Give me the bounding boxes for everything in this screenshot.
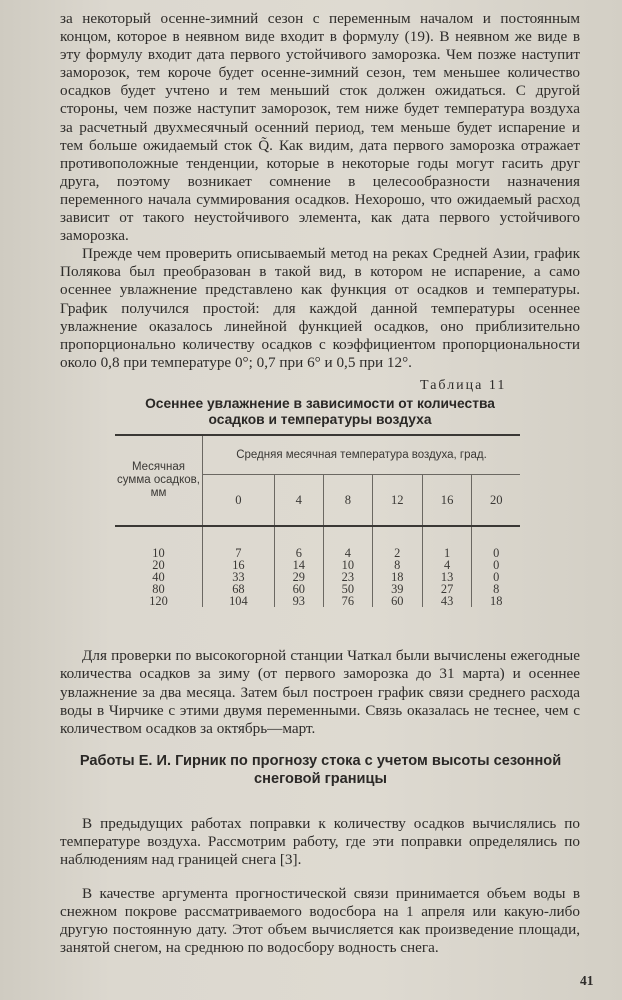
table-row bbox=[115, 571, 520, 583]
value-cell: 6 bbox=[274, 526, 323, 559]
value-cell: 1 bbox=[422, 526, 472, 559]
column-header: 12 bbox=[372, 475, 422, 527]
table-row bbox=[115, 595, 520, 607]
table-label: Таблица 11 bbox=[420, 378, 507, 393]
value-cell: 76 bbox=[323, 595, 372, 607]
value-cell: 8 bbox=[472, 583, 520, 595]
value-cell: 18 bbox=[372, 571, 422, 583]
precip-cell: 10 bbox=[152, 546, 165, 560]
column-header: 0 bbox=[203, 475, 275, 527]
value-cell: 14 bbox=[274, 559, 323, 571]
value-cell: 10 bbox=[323, 559, 372, 571]
column-header: 20 bbox=[472, 475, 520, 527]
precip-cell: 120 bbox=[149, 594, 168, 608]
value-cell: 33 bbox=[203, 571, 275, 583]
text-block-top bbox=[60, 10, 580, 372]
section-heading: Работы Е. И. Гирник по прогнозу стока с учетом высоты сезонной снеговой границы bbox=[79, 753, 562, 787]
table-group-header: Средняя месячная температура воздуха, град. bbox=[203, 435, 521, 475]
value-cell: 39 bbox=[372, 583, 422, 595]
table-row bbox=[115, 583, 520, 595]
value-cell: 16 bbox=[203, 559, 275, 571]
paragraph-previous-works: В предыдущих работах поправки к количеству осадков вычислялись по температуре воздуха. Рассмотрим работу, где эти поправки определялись по наблюдениям над границей снега [3]. bbox=[60, 815, 580, 869]
paragraph-continuation: за некоторый осенне-зимний сезон с переменным началом и постоянным концом, которое в неявном виде входит в формулу (19). В неявном же виде в эту формулу входит дата первого устойчивого заморозка. Чем позже наступит заморозок, тем короче будет осенне-зимний сезон, тем меньшее количество осадков будет учтено и тем меньший сток должен ожидаться. С другой стороны, чем позже наступит заморозок, тем ниже будет температура воздуха за расчетный двухмесячный осенний период, тем меньше будет испарение и тем больше ожидаемый сток Q̃. Как видим, дата первого заморозка отражает противоположные тенденции, которые в некоторые годы могут гасить друг друга, поэтому возникает сомнение в целесообразности назначения переменного начала суммирования осадков. Нехорошо, что ожидаемый расход зависит от такого неустойчивого элемента, как дата первого устойчивого заморозка. bbox=[60, 10, 580, 245]
value-cell: 60 bbox=[372, 595, 422, 607]
value-cell: 29 bbox=[274, 571, 323, 583]
table-row-header: Месячная сумма осадков, мм bbox=[115, 435, 203, 526]
column-header: 4 bbox=[274, 475, 323, 527]
value-cell: 13 bbox=[422, 571, 472, 583]
value-cell: 27 bbox=[422, 583, 472, 595]
value-cell: 2 bbox=[372, 526, 422, 559]
value-cell: 0 bbox=[472, 571, 520, 583]
value-cell: 0 bbox=[472, 526, 520, 559]
page-number: 41 bbox=[580, 973, 594, 988]
table-row bbox=[115, 526, 520, 559]
value-cell: 50 bbox=[323, 583, 372, 595]
data-table bbox=[115, 434, 520, 607]
paragraph-chatkal-check: Для проверки по высокогорной станции Чаткал были вычислены ежегодные количества осадков за зиму (от первого заморозка до 31 марта) и осеннее увлажнение за два месяца. Затем был построен график связи среднего расхода воды в Чирчике с этими двумя переменными. Связь оказалась не теснее, чем с количеством осадков за октябрь—март. bbox=[60, 647, 580, 737]
value-cell: 7 bbox=[203, 526, 275, 559]
table-title: Осеннее увлажнение в зависимости от количества осадков и температуры воздуха bbox=[145, 396, 495, 427]
table-row bbox=[115, 559, 520, 571]
value-cell: 43 bbox=[422, 595, 472, 607]
value-cell: 8 bbox=[372, 559, 422, 571]
text-block-middle bbox=[60, 632, 580, 753]
precip-cell: 40 bbox=[152, 570, 165, 584]
value-cell: 18 bbox=[472, 595, 520, 607]
paragraph-graph-conversion: Прежде чем проверить описываемый метод на реках Средней Азии, график Полякова был преобразован в такой вид, в котором не испарение, а само осеннее увлажнение представлено как функция от осадков и температуры. График получился простой: для каждой данной температуры осеннее увлажнение оказалось линейной функцией осадков, оно приблизительно пропорционально количеству осадков с коэффициентом пропорциональности около 0,8 при температуре 0°; 0,7 при 6° и 0,5 при 12°. bbox=[60, 245, 580, 371]
value-cell: 93 bbox=[274, 595, 323, 607]
paragraph-argument: В качестве аргумента прогностической связи принимается объем воды в снежном покрове рассматриваемого водосбора на 1 апреля или какую-либо другую постоянную дату. Этот объем вычисляется как произведение площади, занятой снегом, на среднюю по водосбору водность снега. bbox=[60, 884, 580, 956]
value-cell: 104 bbox=[203, 595, 275, 607]
value-cell: 68 bbox=[203, 583, 275, 595]
column-header: 8 bbox=[323, 475, 372, 527]
value-cell: 23 bbox=[323, 571, 372, 583]
precip-cell: 20 bbox=[152, 558, 165, 572]
precip-cell: 80 bbox=[152, 582, 165, 596]
value-cell: 60 bbox=[274, 583, 323, 595]
value-cell: 4 bbox=[422, 559, 472, 571]
column-header: 16 bbox=[422, 475, 472, 527]
value-cell: 4 bbox=[323, 526, 372, 559]
value-cell: 0 bbox=[472, 559, 520, 571]
text-block-bottom bbox=[60, 800, 580, 972]
